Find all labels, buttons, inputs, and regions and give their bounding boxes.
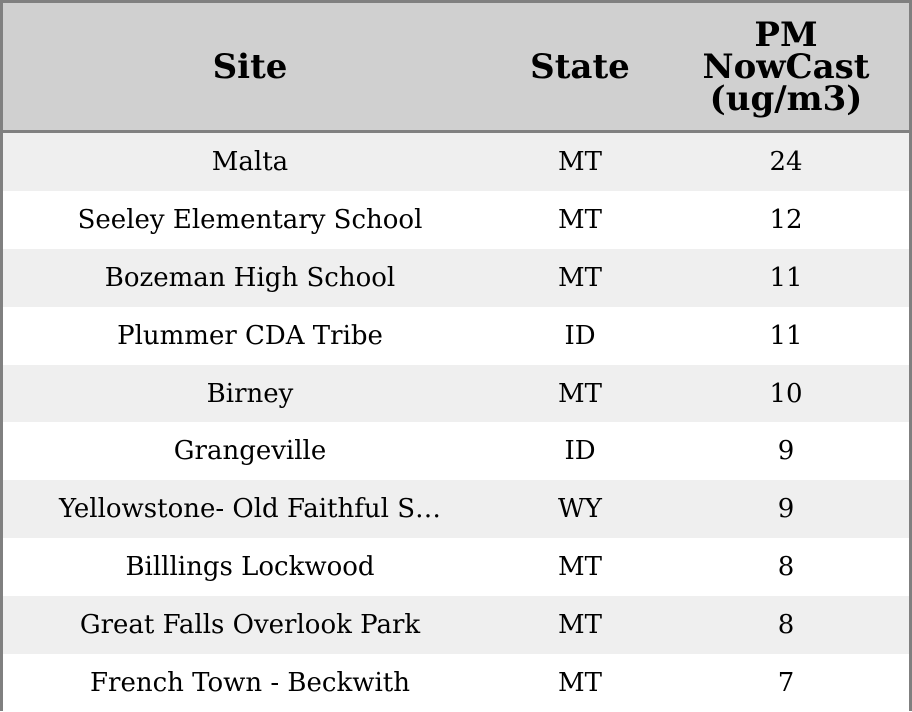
cell-state: MT	[558, 146, 602, 177]
column-header-site[interactable]: Site	[212, 46, 288, 87]
table-row	[3, 538, 909, 596]
cell-site: Grangeville	[173, 436, 327, 467]
cell-pm: 11	[769, 320, 803, 351]
table-row	[3, 596, 909, 654]
cell-pm: 8	[777, 610, 795, 641]
cell-site: Malta	[211, 146, 289, 177]
cell-state: WY	[558, 494, 602, 525]
cell-site: French Town - Beckwith	[89, 667, 411, 698]
cell-site: Plummer CDA Tribe	[117, 320, 383, 351]
table-row	[3, 307, 909, 365]
cell-site: Bozeman High School	[104, 262, 396, 293]
cell-state: MT	[558, 667, 602, 698]
table-row	[3, 191, 909, 249]
table-row	[3, 654, 909, 712]
cell-pm: 10	[769, 378, 803, 409]
cell-state: MT	[558, 610, 602, 641]
column-header-pm-line1: PM	[754, 14, 818, 55]
cell-pm: 12	[769, 204, 803, 235]
cell-state: MT	[558, 204, 602, 235]
column-header-pm-line3: (ug/m3)	[709, 78, 863, 119]
cell-state: MT	[558, 378, 602, 409]
cell-pm: 11	[769, 262, 803, 293]
table-row	[3, 249, 909, 307]
cell-state: ID	[564, 320, 596, 351]
cell-site: Birney	[206, 378, 294, 409]
column-header-pm-line2: NowCast	[702, 46, 870, 87]
cell-pm: 24	[769, 146, 803, 177]
table-header	[3, 3, 909, 133]
table-body	[3, 133, 909, 712]
table-row	[3, 365, 909, 423]
cell-site: Yellowstone- Old Faithful S…	[58, 494, 442, 525]
cell-site: Seeley Elementary School	[77, 204, 423, 235]
cell-state: MT	[558, 552, 602, 583]
cell-pm: 9	[777, 494, 795, 525]
cell-pm: 8	[777, 552, 795, 583]
table-row	[3, 480, 909, 538]
cell-state: ID	[564, 436, 596, 467]
cell-pm: 7	[777, 667, 795, 698]
cell-state: MT	[558, 262, 602, 293]
cell-site: Billlings Lockwood	[125, 552, 375, 583]
table-row	[3, 133, 909, 191]
column-header-pm-nowcast[interactable]	[663, 3, 909, 130]
cell-site: Great Falls Overlook Park	[79, 610, 421, 641]
column-header-state[interactable]: State	[530, 46, 630, 87]
cell-pm: 9	[777, 436, 795, 467]
table-row	[3, 422, 909, 480]
